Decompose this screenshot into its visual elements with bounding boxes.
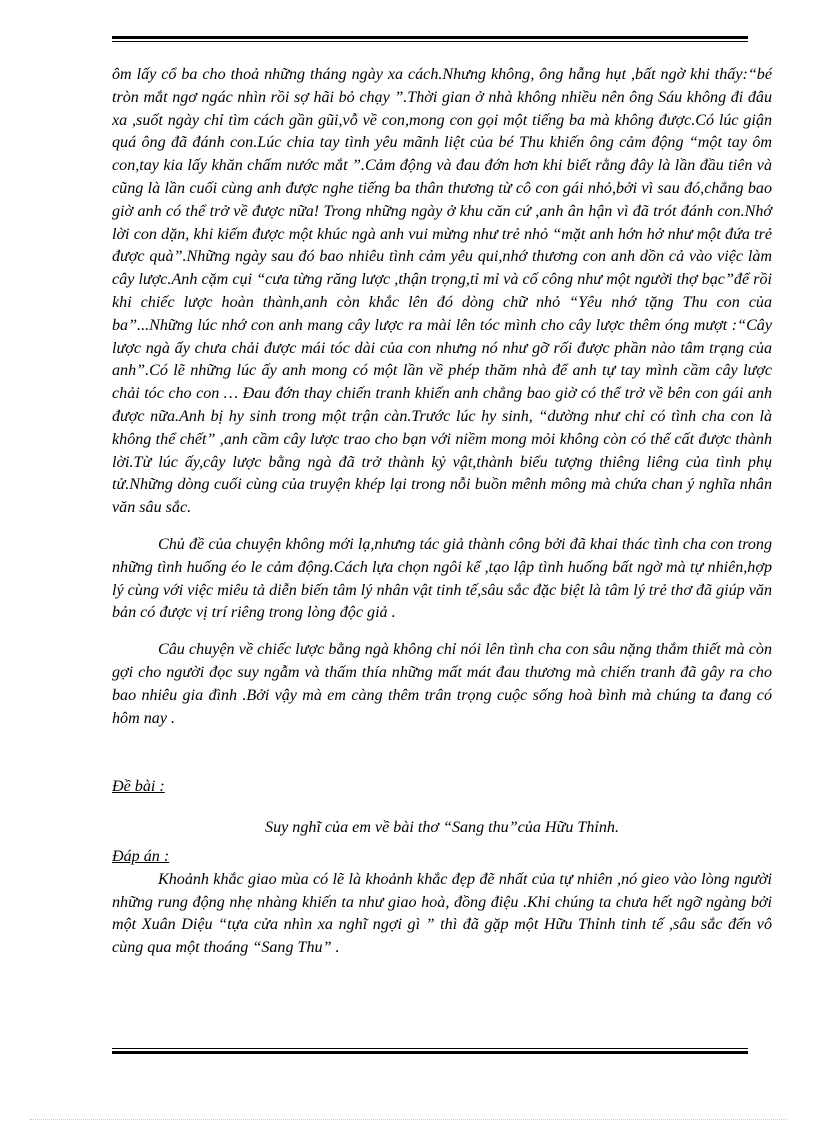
- heading-dap-an: Đáp án :: [112, 847, 170, 865]
- essay-prompt: Suy nghĩ của em về bài thơ “Sang thu”của Hữu Thỉnh.: [265, 819, 619, 837]
- paragraph-theme: Chủ đề của chuyện không mới lạ,nhưng tác giả thành công bởi đã khai thác tình cha con trong những tình huống éo le cảm động.Cách lựa chọn ngôi kể ,tạo lập tình huống bất ngờ mà tự nhiên,hợp lý cùng với việc miêu tả diễn biến tâm lý nhân vật tinh tế,sâu sắc đặc biệt là tâm lý trẻ thơ đã giúp văn bản có được vị trí riêng trong lòng độc giả .: [112, 535, 772, 622]
- footer-rule: [112, 1048, 748, 1054]
- heading-de-bai: Đề bài :: [112, 778, 165, 796]
- document-body: [112, 64, 772, 960]
- paragraph-story-summary: ôm lấy cổ ba cho thoả những tháng ngày xa cách.Nhưng không, ông hẫng hụt ,bất ngờ khi thấy:“bé tròn mắt ngơ ngác nhìn rồi sợ hãi bỏ chạy ”.Thời gian ở nhà không nhiều nên ông Sáu không đi đâu xa ,suốt ngày chỉ tìm cách gần gũi,vỗ về con,mong con gọi một tiếng ba mà không được.Có lúc giận quá ông đã đánh con.Lúc chia tay tình yêu mãnh liệt của bé Thu khiến ông cảm động “một tay ôm con,tay kia lấy khăn chấm nước mắt ”.Cảm động và đau đớn hơn khi biết rằng đây là lần đầu tiên và cũng là lần cuối cùng anh được nghe tiếng ba thân thương từ cô con gái nhỏ,bởi vì sau đó,chẳng bao giờ anh có thể trở về được nữa! Trong những ngày ở khu căn cứ ,anh ân hận vì đã trót đánh con.Nhớ lời con dặn, khi kiếm được một khúc ngà anh vui mừng như trẻ nhỏ “mặt anh hớn hở như một đứa trẻ được quà”.Những ngày sau đó bao nhiêu tình cảm yêu qui,nhớ thương con anh dồn cả vào việc làm cây lược.Anh cặm cụi “cưa từng răng lược ,thận trọng,tỉ mỉ và cố công như một người thợ bạc”để rồi khi chiếc lược hoàn thành,anh còn khắc lên đó dòng chữ nhỏ “Yêu nhớ tặng Thu con của ba”...Những lúc nhớ con anh mang cây lược ra mài lên tóc mình cho cây lược thêm óng mượt :“Cây lược ngà ấy chưa chải được mái tóc dài của con nhưng nó như gỡ rối được phần nào tâm trạng của anh”.Có lẽ những lúc ấy anh mong có một lần về phép thăm nhà để anh tự tay mình cầm cây lược chải tóc cho con … Đau đớn thay chiến tranh khiến anh chẳng bao giờ có thể trở về bên con gái anh được nữa.Anh bị hy sinh trong một trận càn.Trước lúc hy sinh, “dường như chỉ có tình cha con là không thể chết” ,anh cầm cây lược trao cho bạn với niềm mong mỏi không còn có thể cất được thành lời.Từ lúc ấy,cây lược bằng ngà đã trở thành kỷ vật,thành biểu tượng thiêng liêng của tình phụ tử.Những dòng cuối cùng của truyện khép lại trong nỗi buồn mênh mông mà chứa chan ý nghĩa nhân văn sâu sắc.: [112, 66, 772, 517]
- paragraph-answer-intro: Khoảnh khắc giao mùa có lẽ là khoảnh khắc đẹp đẽ nhất của tự nhiên ,nó gieo vào lòng người những rung động nhẹ nhàng khiến ta như giao hoà, đồng điệu .Khi chúng ta chưa hết ngỡ ngàng bởi một Xuân Diệu “tựa cửa nhìn xa nghĩ ngợi gì ” thì đã gặp một Hữu Thỉnh tinh tế ,sâu sắc đến vô cùng qua một thoáng “Sang Thu” .: [112, 870, 772, 957]
- page-bottom-dotted-line: [30, 1119, 786, 1120]
- paragraph-conclusion: Câu chuyện về chiếc lược bằng ngà không chỉ nói lên tình cha con sâu nặng thắm thiết mà còn gợi cho người đọc suy ngẫm và thấm thía những mất mát đau thương mà chiến tranh đã gây ra cho bao nhiêu gia đình .Bởi vậy mà em càng thêm trân trọng cuộc sống hoà bình mà chúng ta đang có hôm nay .: [112, 641, 772, 727]
- header-rule: [112, 36, 748, 42]
